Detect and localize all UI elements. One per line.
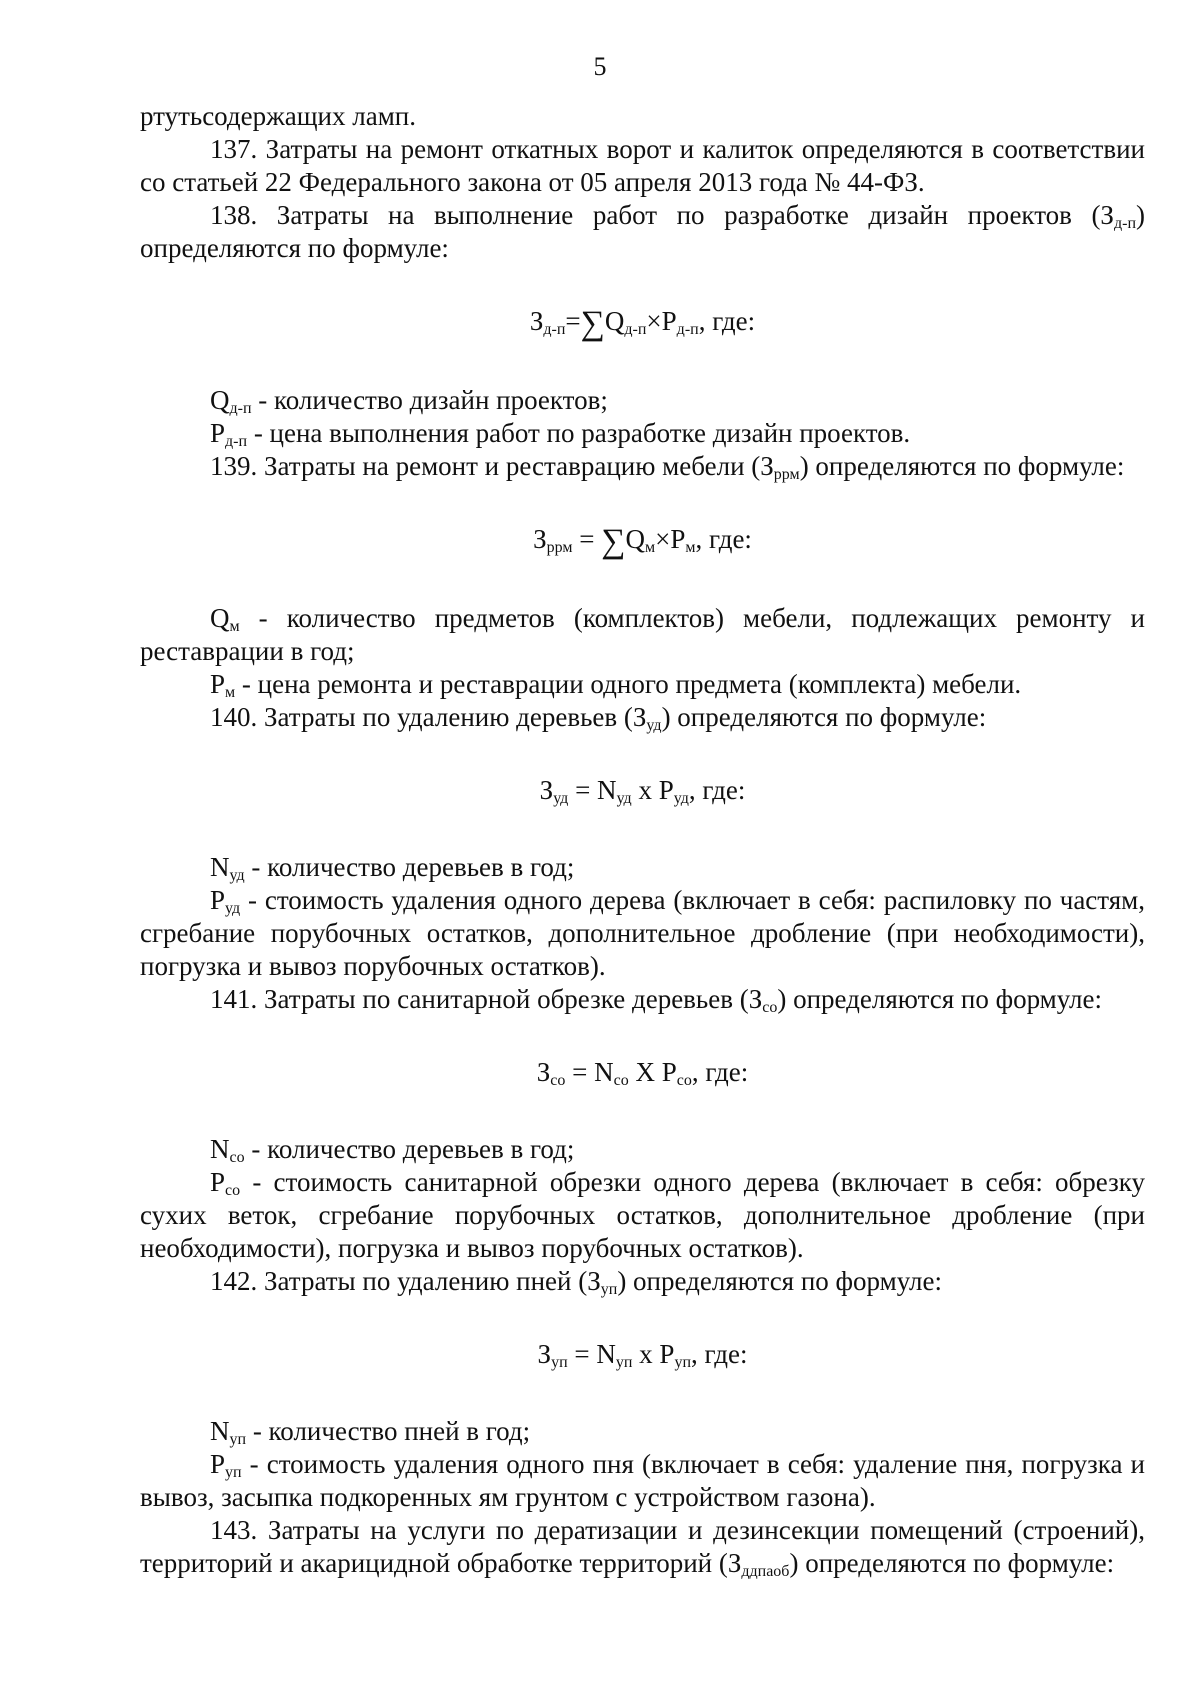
definition-p-140: $P_{уд}$ - стоимость удаления одного дерева (включает в себя: распиловку по частям, сгребание порубочных остатков, дополнительное дробление (при необходимости), погрузка и вывоз порубочных остатков). [140,885,1145,981]
page-number: 5 [593,52,607,81]
formula-138: $З_{д-п}=\sum Q_{д-п}\times P_{д-п}$, где: [529,305,756,342]
paragraph-140: 140. Затраты по удалению деревьев $(З_{уд})$ определяются по формуле: [210,702,987,734]
paragraph-142: 142. Затраты по удалению пней $(З_{уп})$ определяются по формуле: [210,1266,942,1298]
definition-p-139: $P_м$ - цена ремонта и реставрации одного предмета (комплекта) мебели. [210,669,1022,701]
formula-142: $З_{уп} = N_{уп}$ x $P_{уп}$, где: [537,1339,748,1371]
definition-n-140: $N_{уд}$ - количество деревьев в год; [210,852,575,884]
definition-q-139: $Q_м$ - количество предметов (комплектов) мебели, подлежащих ремонту и реставрации в год; [140,603,1145,666]
paragraph-continuation: ртутьсодержащих ламп. [140,101,416,131]
paragraph-143: 143. Затраты на услуги по дератизации и дезинсекции помещений (строений), территорий и акарицидной обработке территорий $(З_{ддпаоб})$ определяются по формуле: [140,1515,1145,1580]
definition-q-138: $Q_{д-п}$ - количество дизайн проектов; [210,385,608,417]
paragraph-137: 137. Затраты на ремонт откатных ворот и калиток определяются в соответствии со статьей 22 Федерального закона от 05 апреля 2013 года № 44-ФЗ. [140,134,1145,197]
formula-139: $З_{ррм} = \sum Q_м\times P_м$, где: [533,523,752,560]
formula-140: $З_{уд} = N_{уд}$ x $P_{уд}$, где: [539,775,746,807]
definition-n-141: $N_{со}$ - количество деревьев в год; [210,1134,575,1166]
paragraph-139: 139. Затраты на ремонт и реставрацию мебели $(З_{ррм})$ определяются по формуле: [210,451,1125,483]
definition-p-142: $P_{уп}$ - стоимость удаления одного пня (включает в себя: удаление пня, погрузка и вывоз, засыпка подкоренных ям грунтом с устройством газона). [140,1449,1145,1512]
definition-p-141: $P_{со}$ - стоимость санитарной обрезки одного дерева (включает в себя: обрезку сухих веток, сгребание порубочных остатков, дополнительное дробление (при необходимости), погрузка и вывоз порубочных остатков). [140,1167,1145,1263]
paragraph-141: 141. Затраты по санитарной обрезке деревьев $(З_{со})$ определяются по формуле: [210,984,1103,1016]
paragraph-138: 138. Затраты на выполнение работ по разработке дизайн проектов $(З_{д-п})$ определяются по формуле: [140,200,1145,263]
definition-n-142: $N_{уп}$ - количество пней в год; [210,1416,531,1448]
definition-p-138: $P_{д-п}$ - цена выполнения работ по разработке дизайн проектов. [210,418,911,450]
document-body [140,100,1145,1580]
formula-141: $З_{со} = N_{со}$ X $P_{со}$, где: [536,1057,749,1089]
